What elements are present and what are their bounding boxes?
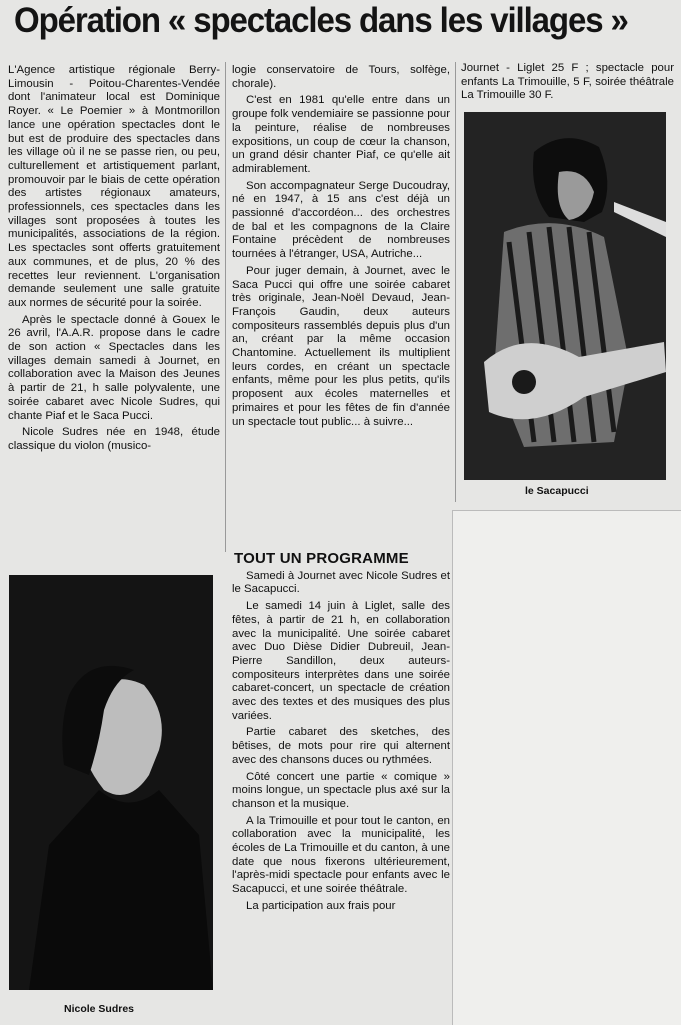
- paragraph: logie conservatoire de Tours, solfège, chorale).: [232, 64, 450, 90]
- paragraph: Journet - Liglet 25 F ; spectacle pour enfants La Trimouille, 5 F, soirée théâtrale La Trimouille 30 F.: [461, 62, 674, 102]
- article-column-1: [8, 64, 220, 457]
- paragraph: Samedi à Journet avec Nicole Sudres et le Sacapucci.: [232, 569, 450, 596]
- photo-nicole-sudres: [9, 575, 213, 990]
- photo-sacapucci: [464, 112, 666, 480]
- paragraph: A la Trimouille et pour tout le canton, en collaboration avec la municipalité, les écoles de La Trimouille et du canton, à une date que nous fixerons ultérieurement, l'après-midi spectacle pour enfants avec le Sacapucci, et une soirée théâtrale.: [232, 814, 450, 896]
- headline: Opération « spectacles dans les villages »: [14, 0, 628, 40]
- photo-caption: le Sacapucci: [525, 485, 589, 497]
- paragraph: Pour juger demain, à Journet, avec le Saca Pucci qui offre une soirée cabaret très originale, Jean-Noël Devaud, Jean-François Gaudin, deux auteurs compositeurs rassemblés depuis plus d'un an, créant par la même occasion Chantomine. Actuellement ils multiplient leurs cordes, en créant un spectacle enfants, même pour les plus petits, qu'ils proposent aux écoles maternelles et primaires et pour les fêtes de fin d'année un spectacle tout public... à suivre...: [232, 264, 450, 428]
- paragraph: C'est en 1981 qu'elle entre dans un groupe folk vendemiaire se passionne pour la peinture, réalise de nombreuses expositions, un coup de cœur la chanson, un grand désir chanter Piaf, ce qu'elle ait admirablement.: [232, 94, 450, 175]
- article-column-2: [232, 64, 450, 432]
- paragraph: La participation aux frais pour: [246, 899, 396, 912]
- paragraph: Après le spectacle donné à Gouex le 26 avril, l'A.A.R. propose dans le cadre de son action « Spectacles dans les villages demain samedi à Journet, en collaboration avec la Maison des Jeunes à partir de 21, h salle polyvalente, une soirée cabaret avec Nicole Sudres, qui chante Piaf et le Saca Pucci.: [8, 313, 220, 422]
- section-subhead: TOUT UN PROGRAMME: [234, 550, 409, 567]
- paragraph: L'Agence artistique régionale Berry-Limousin - Poitou-Charentes-Vendée dont l'animateur local est Dominique Royer. « Le Poemier » à Montmorillon lance une opération spectacles dont le but est de produire des spectacles dans les village où il ne se passe rien, ou peu, culturellement et artistiquement parlant, promouvoir par le biais de cette opération des artistes régionaux amateurs, professionnels, ces spectacles dans les villages sont proposées à toutes les municipalités, associations de la région. Les spectacles sont offerts gratuitement aux communes, et de plus, 20 % des recettes leur reviennent. L'organisation demande seulement une salle gratuite aux normes de sécurité pour la soirée.: [8, 64, 220, 309]
- column-rule: [225, 62, 226, 552]
- blank-area: [452, 510, 681, 1025]
- article-column-2-program: [232, 552, 450, 917]
- column-rule: [455, 62, 456, 502]
- paragraph: Côté concert une partie « comique » moins longue, un spectacle plus axé sur la chanson et la musique.: [232, 770, 450, 810]
- paragraph: Son accompagnateur Serge Ducoudray, né en 1947, à 15 ans c'est déjà un passionné d'accordéon... des orchestres de bal et les compagnons de la Claire Fontaine précèdent de nombreuses tournées à l'étranger, USA, Autriche...: [232, 179, 450, 261]
- paragraph: Partie cabaret des sketches, des bêtises, de mots pour rire qui alternent avec des chansons duces ou rythmées.: [232, 726, 450, 766]
- paragraph: Le samedi 14 juin à Liglet, salle des fêtes, à partir de 21 h, en collaboration avec la municipalité. Une soirée cabaret avec Duo Dièse Didier Dubreuil, Jean-Pierre Sandillon, deux auteurs-compositeurs interprètes dans une soirée cabaret-concert, un spectacle de création avec des textes et des musiques des plus variées.: [232, 600, 450, 722]
- photo-caption: Nicole Sudres: [64, 1003, 135, 1015]
- article-column-3: [461, 62, 674, 106]
- paragraph: Nicole Sudres née en 1948, étude classique du violon (musico-: [8, 426, 220, 452]
